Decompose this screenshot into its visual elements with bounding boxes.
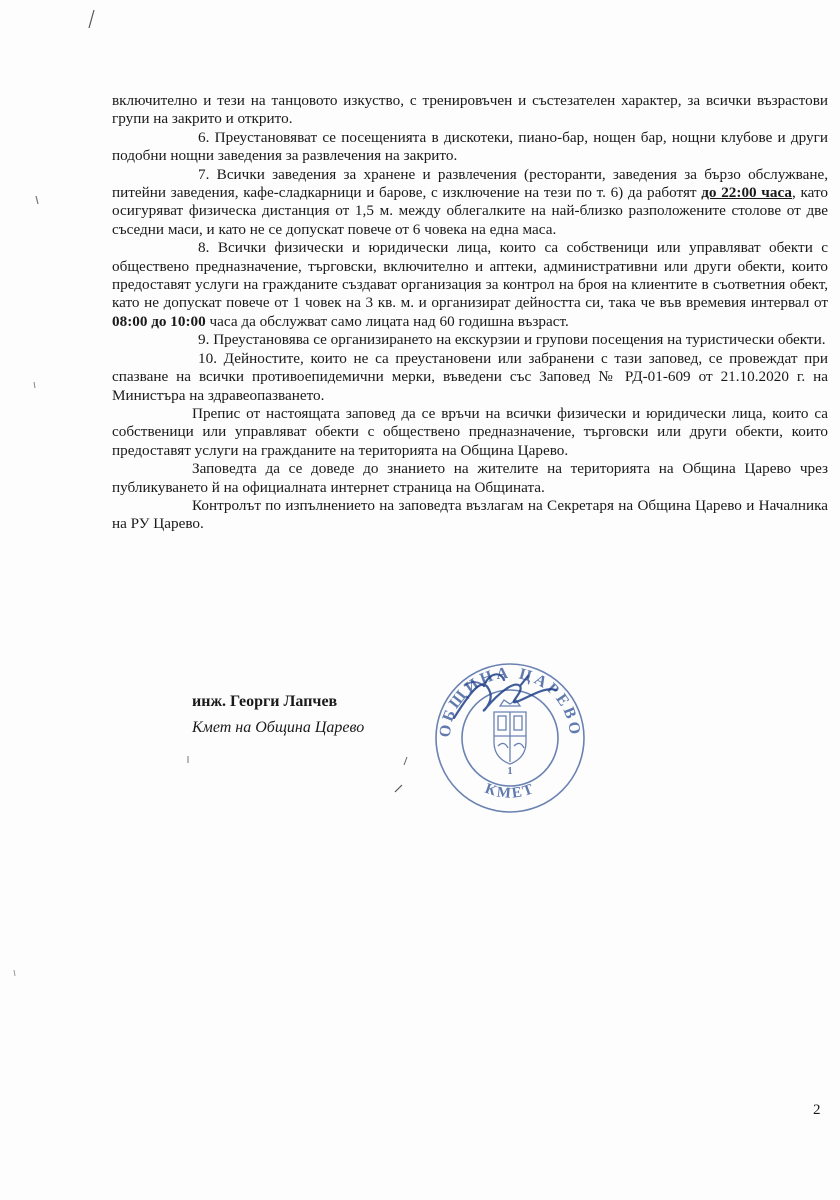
emphasis-text: до 22:00 часа	[701, 184, 792, 202]
paragraph-text: Контролът по изпълнението на заповедта възлагам на Секретаря на Община Царево и Началника на РУ Царево.	[112, 496, 828, 533]
page-number: 2	[813, 1102, 821, 1118]
scan-mark	[89, 10, 94, 28]
paragraph-p6	[112, 129, 828, 166]
signatory-name: инж. Георги Лапчев	[192, 693, 338, 710]
document-body	[112, 92, 828, 534]
coat-of-arms-icon	[494, 700, 526, 764]
paragraph-text: Заповедта да се доведе до знанието на жителите на територията на Община Царево чрез публикуването й на официалната интернет страница на Общината.	[112, 460, 828, 496]
paragraph-text: часа да обслужват само лицата над 60 годишна възраст.	[205, 312, 569, 330]
signatory-title: Кмет на Община Царево	[192, 719, 365, 736]
scan-mark	[395, 785, 402, 792]
stamp-bottom-text: КМЕТ	[482, 780, 538, 803]
paragraph-text: 8. Всички физически и юридически лица, които са собственици или управляват обекти с обществено предназначение, търговски, включително и аптеки, административни или други обекти, които предоставят услуги на гражданите създават организация за контрол на броя на клиентите в съответния обект, като не допускат повече от 1 човек на 3 кв. м. и организират дейността си, така че във времевия интервал от	[112, 239, 828, 312]
official-stamp	[424, 646, 594, 818]
paragraph-text: 7. Всички заведения за хранене и развлечения (ресторанти, заведения за бързо обслужване, питейни заведения, кафе-сладкарници и барове, с изключение на тези по т. 6) да работят	[112, 165, 828, 202]
paragraph-p11	[112, 405, 828, 460]
stamp-top-text: ОБЩИНА ЦАРЕВО	[436, 664, 584, 739]
paragraph-p8	[112, 239, 828, 331]
scan-mark	[34, 382, 35, 388]
paragraph-text: , като осигуряват физическа дистанция от 1,5 м. между облегалките на най-близко разположените столове от две съседни маси, и като не се допускат повече от 6 човека на една маса.	[112, 184, 829, 238]
emphasis-text: 08:00 до 10:00	[112, 312, 206, 330]
paragraph-text: 10. Дейностите, които не са преустановени или забранени с тази заповед, се провеждат при спазване на всички противоепидемични мерки, въведени със Заповед № РД-01-609 от 21.10.2020 г. на Министъра на здравеопазването.	[112, 349, 828, 404]
paragraph-text: 6. Преустановяват се посещенията в дискотеки, пиано-бар, нощен бар, нощни клубове и други подобни нощни заведения за развлечения на закрито.	[112, 128, 828, 165]
paragraph-p9	[112, 331, 828, 349]
stamp-number: 1	[507, 765, 513, 777]
scan-mark	[14, 970, 15, 976]
paragraph-text: включително и тези на танцовото изкуство, с тренировъчен и състезателен характер, за всички възрастови групи на закрито и открито.	[112, 92, 828, 128]
scan-mark	[404, 757, 407, 765]
paragraph-p12	[112, 460, 828, 497]
paragraph-text: 9. Преустановява се организирането на екскурзии и групови посещения на туристически обекти.	[198, 331, 826, 349]
scan-mark	[36, 196, 38, 204]
paragraph-p0	[112, 92, 828, 129]
signature-block	[192, 693, 364, 737]
paragraph-p10	[112, 350, 828, 405]
paragraph-p7	[112, 166, 828, 240]
paragraph-p13	[112, 497, 828, 534]
paragraph-text: Препис от настоящата заповед да се връчи на всички физически и юридически лица, които са собственици или управляват обекти с обществено предназначение, търговски или други обекти, които предоставят услуги на гражданите на територията на Община Царево.	[112, 404, 828, 459]
